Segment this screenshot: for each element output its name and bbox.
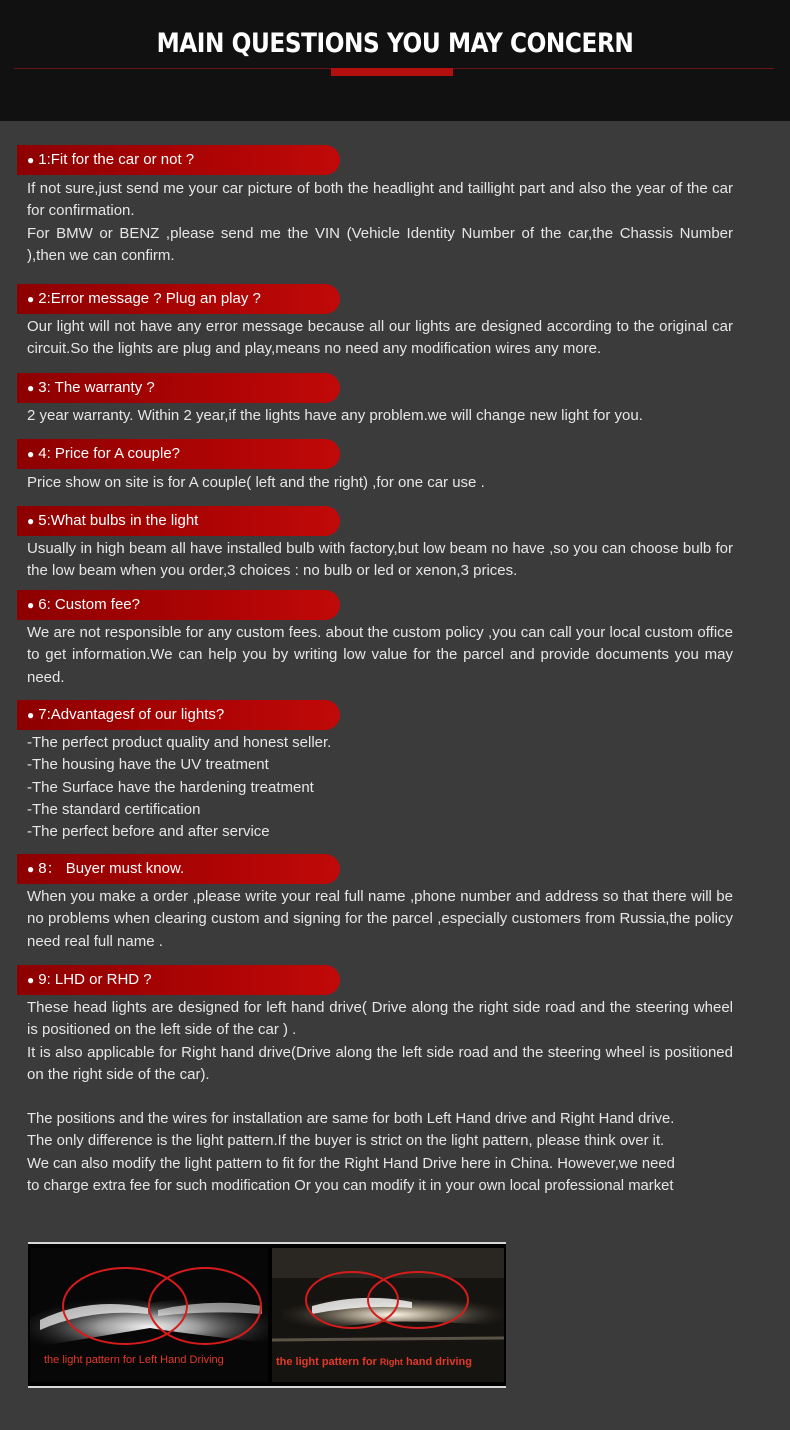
faq-question-7 xyxy=(17,700,340,730)
faq-answer-paragraph: Our light will not have any error message because all our lights are designed according to the original car circuit.So the lights are plug and play,means no need any modification wires any more. xyxy=(27,318,733,358)
bullet-icon: ● xyxy=(27,862,35,876)
faq-question-5 xyxy=(17,506,340,536)
advantage-item: -The perfect product quality and honest seller. xyxy=(27,734,332,751)
faq-question-text: 4: Price for A couple? xyxy=(38,445,181,462)
faq-question-3 xyxy=(17,373,340,403)
faq-answer-7 xyxy=(27,732,733,843)
caption-text: Right xyxy=(379,1357,403,1367)
lhd-rhd-note xyxy=(27,1108,747,1197)
note-line: The only difference is the light pattern.If the buyer is strict on the light pattern, please think over it. xyxy=(27,1133,665,1150)
bullet-icon: ● xyxy=(27,447,35,461)
advantage-item: -The standard certification xyxy=(27,800,201,818)
faq-question-text: 5:What bulbs in the light xyxy=(38,512,199,529)
left-photo-caption: the light pattern for Left Hand Driving xyxy=(44,1354,224,1366)
faq-question-6 xyxy=(17,590,340,620)
bullet-icon: ● xyxy=(27,973,35,987)
faq-answer-1 xyxy=(27,178,733,267)
faq-question-text: 7:Advantagesf of our lights? xyxy=(38,706,225,723)
faq-answer-paragraph: It is also applicable for Right hand drive(Drive along the left side road and the steering wheel is positioned on the right side of the car). xyxy=(27,1043,733,1083)
page-title: MAIN QUESTIONS YOU MAY CONCERN xyxy=(156,28,634,59)
page-header xyxy=(0,0,790,121)
faq-answer-paragraph: We are not responsible for any custom fees. about the custom policy ,you can call your local custom office to get information.We can help you by writing low value for the parcel and provide documents you may need. xyxy=(27,624,733,686)
right-hand-driving-photo xyxy=(272,1248,504,1382)
faq-answer-3 xyxy=(27,405,733,427)
faq-question-text: 2:Error message ? Plug an play ? xyxy=(38,290,261,307)
right-photo-caption xyxy=(276,1356,472,1368)
faq-question-text: 3: The warranty ? xyxy=(38,379,155,396)
bullet-icon: ● xyxy=(27,381,35,395)
note-line: to charge extra fee for such modification Or you can modify it in your own local professional market xyxy=(27,1177,674,1194)
faq-answer-paragraph: If not sure,just send me your car picture of both the headlight and taillight part and also the year of the car for confirmation. xyxy=(27,180,733,220)
bullet-icon: ● xyxy=(27,514,35,528)
faq-answer-4 xyxy=(27,472,733,494)
advantage-item: -The housing have the UV treatment xyxy=(27,756,269,774)
faq-question-text: 1:Fit for the car or not ? xyxy=(38,151,195,168)
faq-answer-paragraph: These head lights are designed for left hand drive( Drive along the right side road and the steering wheel is positioned on the left side of the car ) . xyxy=(27,999,733,1039)
bullet-icon: ● xyxy=(27,292,35,306)
faq-question-text: 6: Custom fee? xyxy=(38,596,140,613)
faq-answer-paragraph: For BMW or BENZ ,please send me the VIN (Vehicle Identity Number of the car,the Chassis Number ),then we can confirm. xyxy=(27,224,733,264)
note-line: The positions and the wires for installation are same for both Left Hand drive and Right Hand drive. xyxy=(27,1111,675,1127)
advantage-item: -The Surface have the hardening treatment xyxy=(27,778,314,796)
light-pattern-photos xyxy=(28,1242,506,1388)
note-line: We can also modify the light pattern to fit for the Right Hand Drive here in China. However,we need xyxy=(27,1155,675,1172)
faq-question-9 xyxy=(17,965,340,995)
faq-answer-6 xyxy=(27,622,733,689)
faq-answer-paragraph: 2 year warranty. Within 2 year,if the lights have any problem.we will change new light for you. xyxy=(27,407,643,424)
faq-question-text: 9: LHD or RHD ? xyxy=(38,971,152,988)
header-accent-bar xyxy=(331,68,453,76)
caption-text: hand driving xyxy=(402,1356,472,1368)
faq-question-4 xyxy=(17,439,340,469)
bullet-icon: ● xyxy=(27,153,35,167)
faq-question-1 xyxy=(17,145,340,175)
bullet-icon: ● xyxy=(27,708,35,722)
faq-question-text: 8： Buyer must know. xyxy=(38,860,185,877)
faq-answer-paragraph: Price show on site is for A couple( left and the right) ,for one car use . xyxy=(27,474,485,491)
faq-answer-8 xyxy=(27,886,733,953)
bullet-icon: ● xyxy=(27,598,35,612)
faq-answer-paragraph: When you make a order ,please write your real full name ,phone number and address so that there will be no problems when clearing custom and signing for the parcel ,especially customers from Russia,the policy need real full name . xyxy=(27,888,733,950)
faq-answer-9 xyxy=(27,997,733,1086)
faq-answer-paragraph: Usually in high beam all have installed bulb with factory,but low beam no have ,so you can choose bulb for the low beam when you order,3 choices : no bulb or led or xenon,3 prices. xyxy=(27,540,733,580)
caption-text: the light pattern for xyxy=(276,1356,380,1368)
left-hand-driving-photo xyxy=(30,1248,268,1382)
faq-answer-5 xyxy=(27,538,733,583)
faq-answer-2 xyxy=(27,316,733,361)
advantage-item: -The perfect before and after service xyxy=(27,823,270,841)
faq-question-8 xyxy=(17,854,340,884)
faq-question-2 xyxy=(17,284,340,314)
